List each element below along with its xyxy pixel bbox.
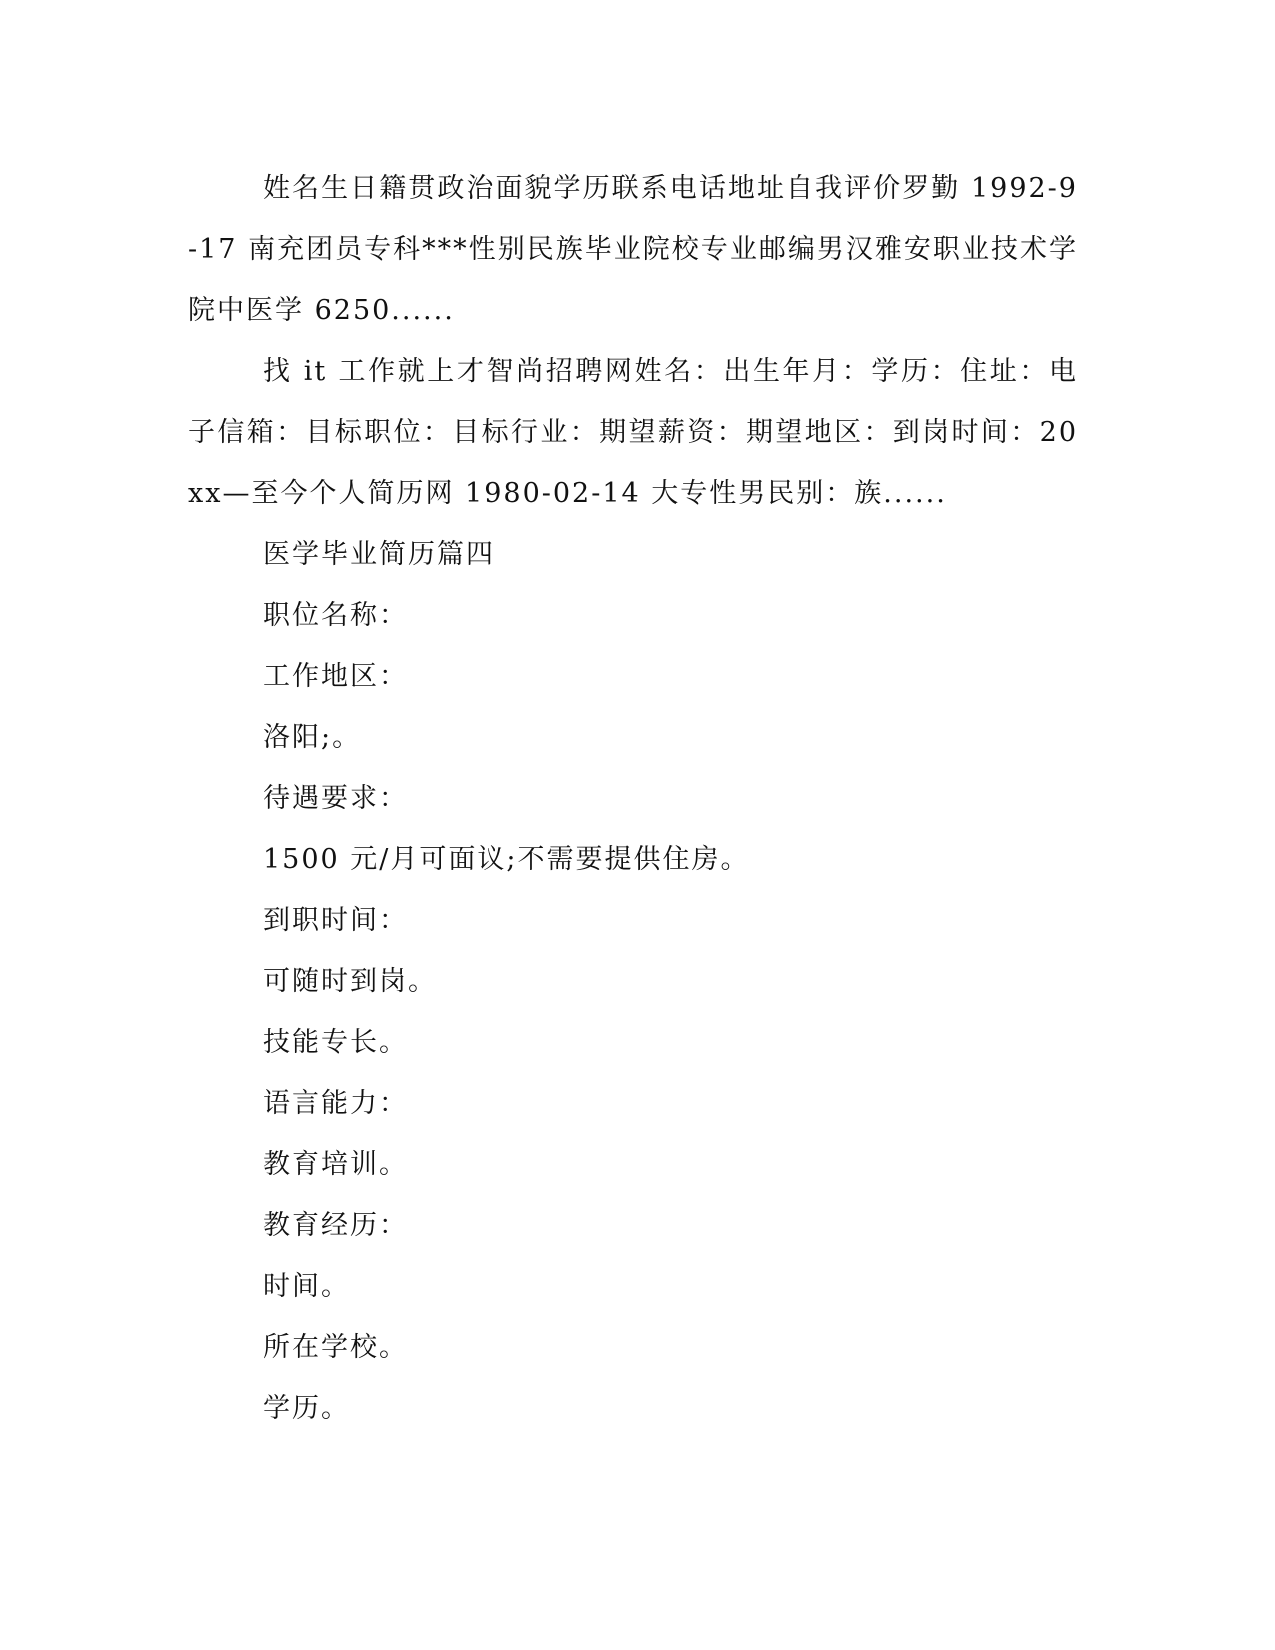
field-start-time-value: 可随时到岗。 <box>263 966 437 997</box>
field-salary-label: 待遇要求： <box>263 783 408 814</box>
section-training: 教育培训。 <box>263 1149 408 1180</box>
field-salary-value: 1500 元/月可面议;不需要提供住房。 <box>263 844 750 875</box>
field-degree: 学历。 <box>263 1393 350 1424</box>
section-skills: 技能专长。 <box>263 1027 408 1058</box>
paragraph-recruitment-info: 找 it 工作就上才智尚招聘网姓名：出生年月：学历：住址：电子信箱：目标职位：目标行业：期望薪资：期望地区：到岗时间：20xx—至今个人简历网 1980-02-14 大专性男民别：族...... <box>188 356 1078 509</box>
section-title: 医学毕业简历篇四 <box>263 539 495 570</box>
field-work-area-value: 洛阳;。 <box>263 722 362 753</box>
field-start-time-label: 到职时间： <box>263 905 408 936</box>
field-work-area-label: 工作地区： <box>263 661 408 692</box>
field-language-label: 语言能力： <box>263 1088 408 1119</box>
field-education-label: 教育经历： <box>263 1210 408 1241</box>
document-body <box>188 158 1078 1439</box>
field-time: 时间。 <box>263 1271 350 1302</box>
paragraph-personal-info: 姓名生日籍贯政治面貌学历联系电话地址自我评价罗勤 1992-9-17 南充团员专科***性别民族毕业院校专业邮编男汉雅安职业技术学院中医学 6250...... <box>188 173 1078 326</box>
field-school: 所在学校。 <box>263 1332 408 1363</box>
field-job-title-label: 职位名称： <box>263 600 408 631</box>
